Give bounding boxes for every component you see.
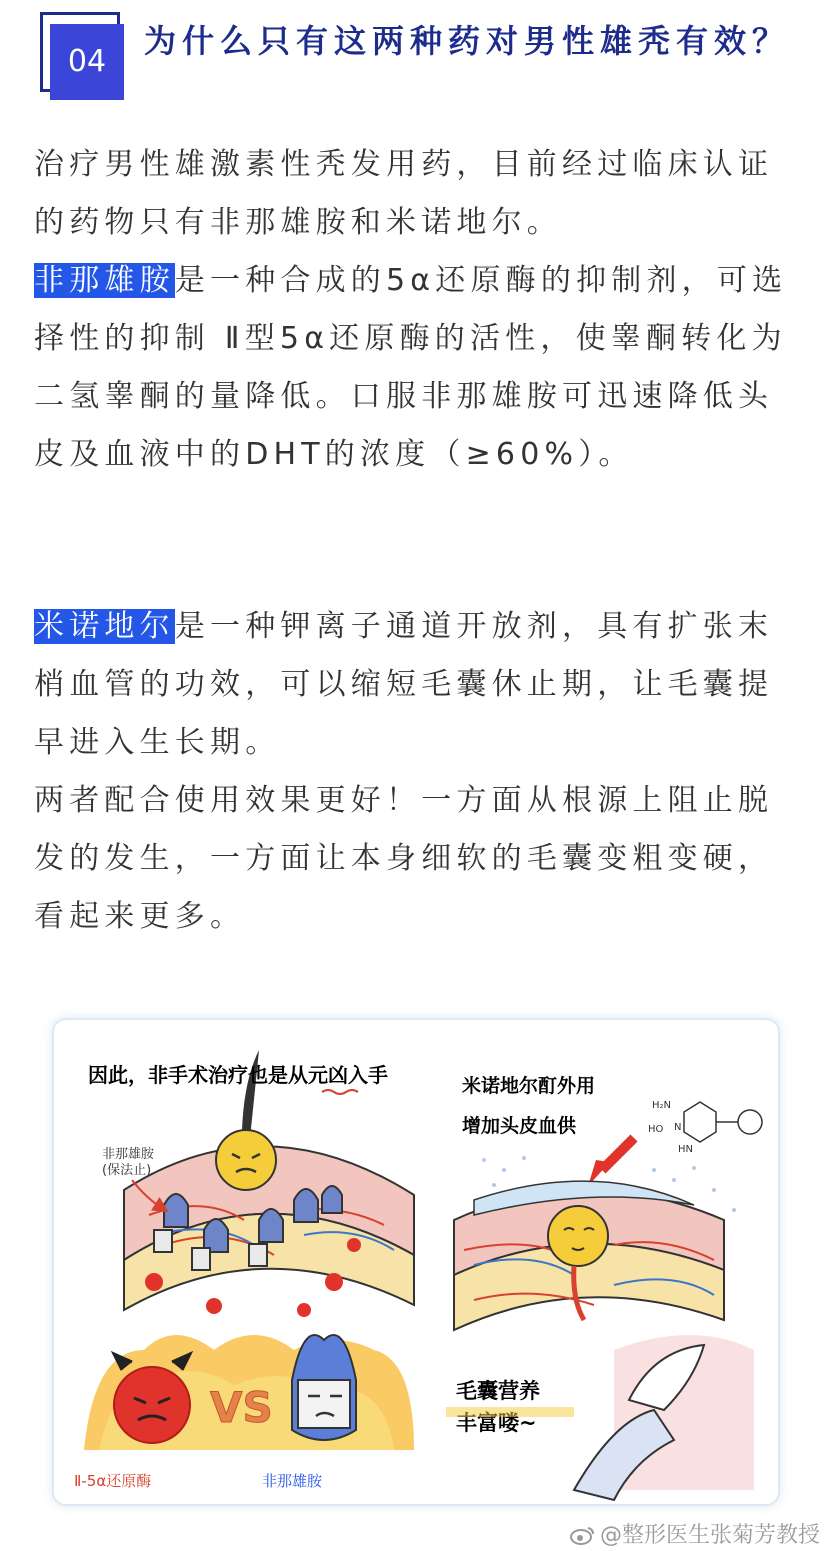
- nutrition-line1: 毛囊营养: [456, 1379, 540, 1403]
- label-propecia: (保法止): [102, 1163, 152, 1178]
- nutrition-line2: 丰富喽~: [456, 1411, 537, 1435]
- label-enzyme: Ⅱ-5α还原酶: [74, 1472, 152, 1490]
- highlight-finasteride: 非那雄胺: [34, 263, 175, 298]
- paragraph-minoxidil: [34, 598, 794, 772]
- label-hero: 非那雄胺: [262, 1472, 323, 1490]
- right-caption-line2: 增加头皮血供: [462, 1115, 577, 1137]
- illustration-card: [52, 1018, 780, 1506]
- follicle-character-right: [548, 1206, 608, 1266]
- watermark-text: @整形医生张菊芳教授: [599, 1523, 820, 1548]
- minoxidil-description: 是一种钾离子通道开放剂，具有扩张末梢血管的功效，可以缩短毛囊休止期，让毛囊提早进入生长期。: [34, 609, 774, 760]
- molecule-ho: HO: [648, 1124, 664, 1135]
- illustration-svg: [54, 1020, 778, 1504]
- paragraph-combined: 两者配合使用效果更好！一方面从根源上阻止脱发的发生，一方面让本身细软的毛囊变粗变硬，看起来更多。: [34, 783, 774, 934]
- molecule-diagram: [684, 1102, 762, 1142]
- finasteride-description: 是一种合成的5α还原酶的抑制剂，可选择性的抑制 Ⅱ型5α还原酶的活性，使睾酮转化为二氢睾酮的量降低。口服非那雄胺可迅速降低头皮及血液中的DHT的浓度（≥60%）。: [34, 263, 788, 472]
- enemy-enzyme-character: [114, 1367, 190, 1443]
- vs-text: VS: [210, 1383, 273, 1432]
- molecule-n: N: [674, 1122, 682, 1133]
- follicle-character-left: [216, 1130, 276, 1190]
- left-caption: 因此，非手术治疗也是从元凶入手: [88, 1063, 388, 1087]
- label-finasteride: 非那雄胺: [102, 1147, 155, 1162]
- section-header: [40, 12, 800, 112]
- weibo-icon: [570, 1525, 596, 1545]
- paragraph-intro: 治疗男性雄激素性秃发用药，目前经过临床认证的药物只有非那雄胺和米诺地尔。: [34, 147, 774, 240]
- right-caption-line1: 米诺地尔酊外用: [462, 1075, 596, 1097]
- section-title: 为什么只有这两种药对男性雄秃有效？: [144, 22, 791, 60]
- section-number: 04: [67, 44, 107, 79]
- highlight-minoxidil: 米诺地尔: [34, 609, 175, 644]
- paragraph-finasteride: [34, 252, 794, 484]
- watermark: [570, 1518, 820, 1549]
- molecule-h2n: H₂N: [652, 1100, 672, 1111]
- molecule-hn: HN: [678, 1144, 693, 1155]
